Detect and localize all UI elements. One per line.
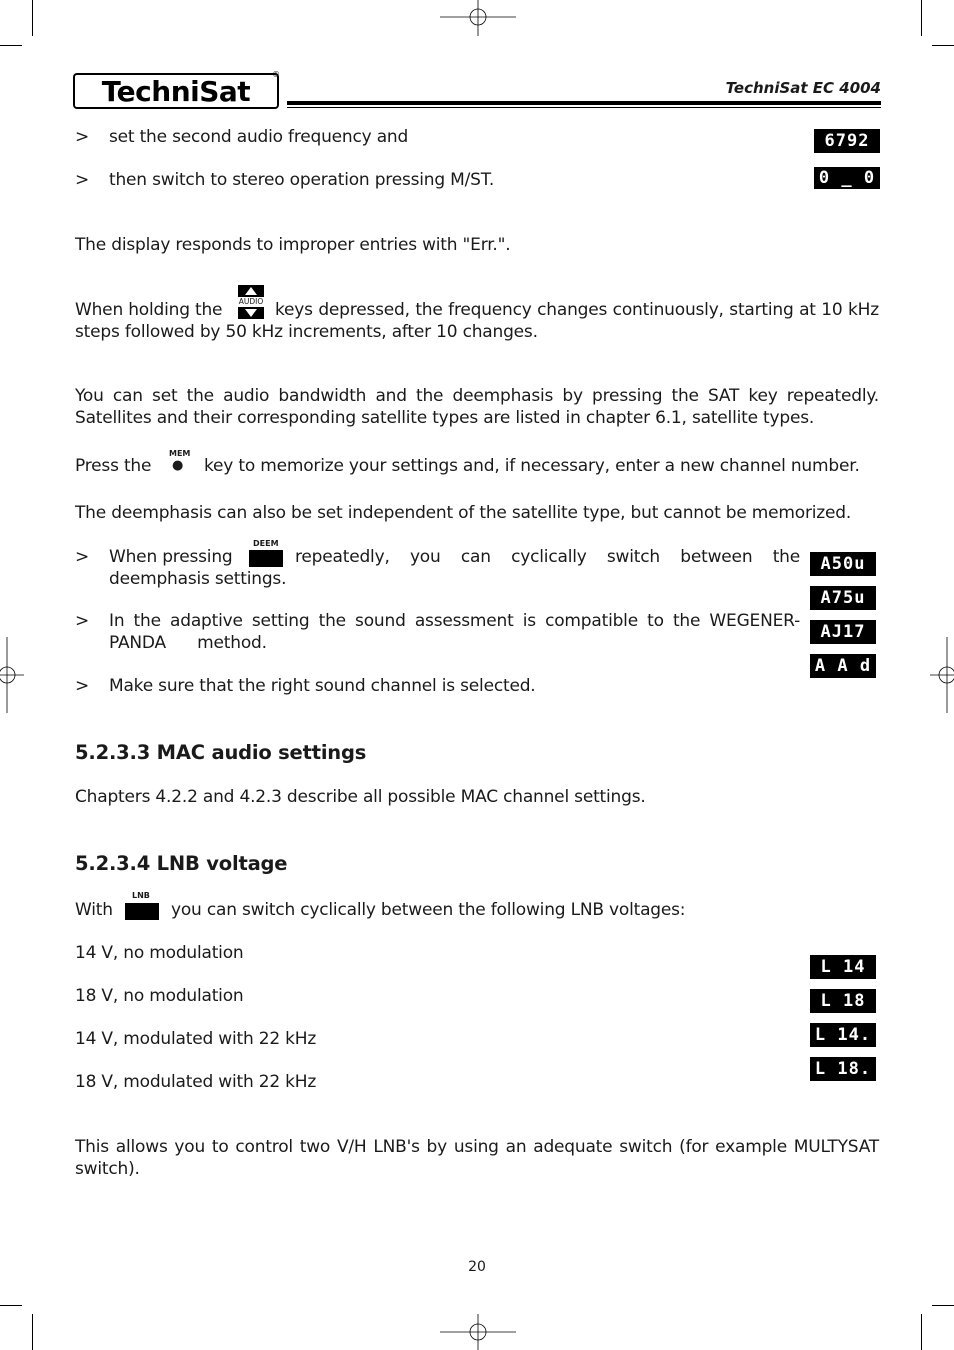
lnb-option: 18 V, no modulation [75, 986, 244, 1006]
lcd-display: L 14. [810, 1023, 876, 1047]
lcd-display: A75u [810, 586, 876, 610]
lcd-display: L 18 [810, 989, 876, 1013]
bullet-marker: > [75, 170, 90, 190]
step-deem-block [109, 547, 800, 590]
bullet-marker: > [75, 127, 90, 147]
paragraph-err: The display responds to improper entries with "Err.". [75, 235, 511, 255]
step-deem-text: repeatedly, you can cyclically switch between the deemphasis settings. [109, 547, 800, 589]
paragraph-lnb-closing: This allows you to control two V/H LNB's by using an adequate switch (for example MULTYSAT switch). [75, 1137, 879, 1179]
bullet-marker: > [75, 611, 90, 631]
registration-mark-bottom [440, 1314, 516, 1350]
crop-mark [0, 45, 22, 46]
paragraph-hold [75, 300, 879, 343]
lcd-display: 6792 [814, 129, 880, 153]
lnb-option: 14 V, no modulation [75, 943, 244, 963]
crop-mark [0, 1305, 22, 1306]
lcd-display: A A d [810, 654, 876, 678]
crop-mark [932, 1305, 954, 1306]
step-second-frequency: set the second audio frequency and [109, 127, 409, 147]
crop-mark [932, 45, 954, 46]
crop-mark [921, 0, 922, 36]
lcd-display: L 14 [810, 955, 876, 979]
crop-mark [32, 0, 33, 36]
registration-mark-right [930, 637, 954, 713]
section-heading-mac: 5.2.3.3 MAC audio settings [75, 741, 367, 764]
audio-key-label: AUDIO [238, 297, 264, 306]
lnb-option: 14 V, modulated with 22 kHz [75, 1029, 317, 1049]
paragraph-mac: Chapters 4.2.2 and 4.2.3 describe all possible MAC channel settings. [75, 787, 646, 807]
step-sound-channel: Make sure that the right sound channel is selected. [109, 676, 536, 696]
lcd-display: L 18. [810, 1057, 876, 1081]
bullet-marker: > [75, 676, 90, 696]
crop-mark [921, 1314, 922, 1350]
lnb-key-label: LNB [132, 891, 150, 900]
header-rule-thin [287, 107, 881, 108]
paragraph-mem-text: key to memorize your settings and, if necessary, enter a new channel number. [204, 456, 860, 476]
header-rule-thick [287, 101, 881, 105]
lcd-display: A50u [810, 552, 876, 576]
paragraph-deemphasis: The deemphasis can also be set independent of the satellite type, but cannot be memorized. [75, 503, 852, 523]
section-heading-lnb: 5.2.3.4 LNB voltage [75, 852, 288, 875]
lnb-option: 18 V, modulated with 22 kHz [75, 1072, 317, 1092]
registration-mark-top [440, 0, 516, 36]
page-number: 20 [468, 1259, 486, 1275]
deem-key-label: DEEM [253, 539, 279, 548]
registration-mark-left [0, 637, 24, 713]
bullet-marker: > [75, 547, 90, 567]
paragraph-hold-start: When holding the [75, 300, 223, 320]
mem-key-dot-icon: ● [172, 458, 184, 473]
lnb-key-icon [125, 903, 159, 920]
logo-text: TechniSat [101, 74, 251, 108]
paragraph-hold-text: keys depressed, the frequency changes continuously, starting at 10 kHz steps followed by 50 kHz increments, after 10 changes. [75, 300, 879, 342]
step-adaptive: In the adaptive setting the sound assessment is compatible to the WEGENER-PANDA method. [109, 611, 800, 653]
lcd-display: 0 _ 0 [814, 167, 880, 189]
paragraph-bandwidth: You can set the audio bandwidth and the deemphasis by pressing the SAT key repeatedly. Satellites and their corresponding satellite types are listed in chapter 6.1, satellite types. [75, 386, 879, 428]
lcd-display: AJ17 [810, 620, 876, 644]
step-stereo: then switch to stereo operation pressing M/ST. [109, 170, 495, 190]
registered-mark-icon: ® [272, 70, 280, 79]
lnb-intro-start: With [75, 900, 113, 920]
step-deem-start: When pressing [109, 547, 233, 567]
paragraph-mem-start: Press the [75, 456, 152, 476]
crop-mark [32, 1314, 33, 1350]
lnb-intro-text: you can switch cyclically between the following LNB voltages: [171, 900, 686, 920]
mem-key-label: MEM [169, 449, 191, 458]
technisat-logo [73, 73, 279, 109]
header-model: TechniSat EC 4004 [725, 79, 881, 97]
